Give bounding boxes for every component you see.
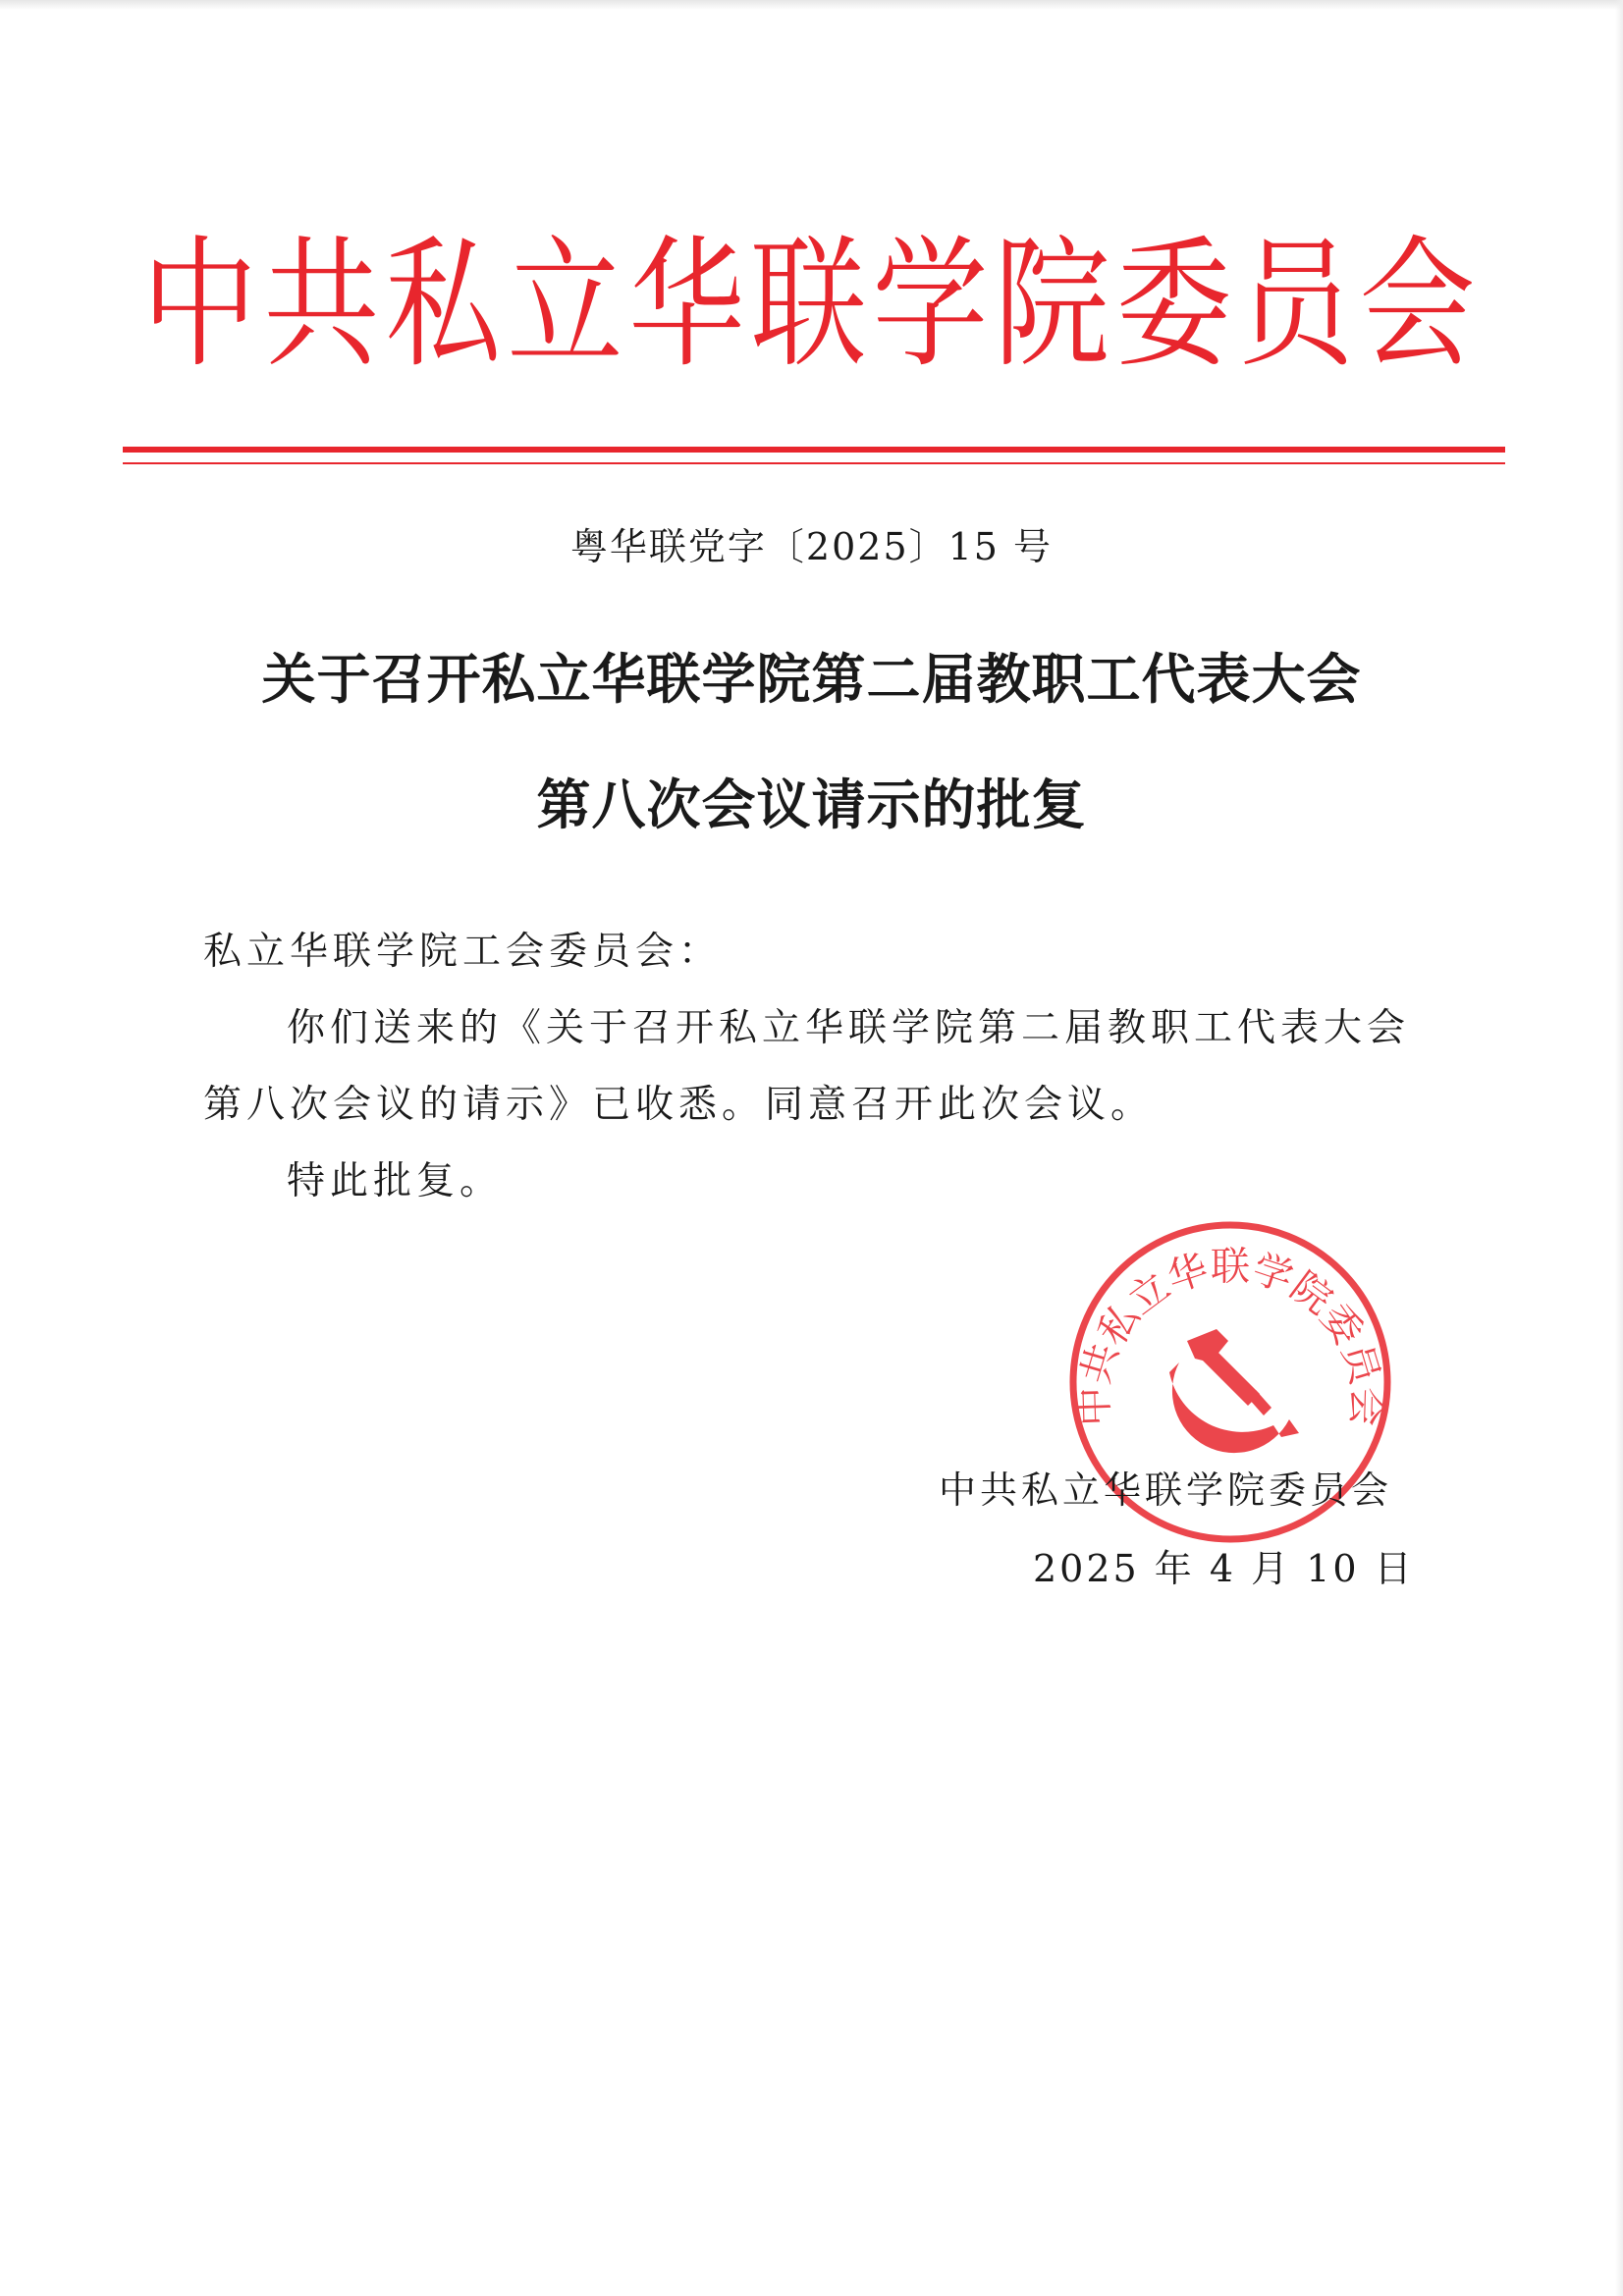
body-paragraph-line-2: 第八次会议的请示》已收悉。同意召开此次会议。 <box>203 1083 1155 1127</box>
party-emblem-icon <box>1169 1329 1299 1453</box>
scan-shadow-top <box>0 0 1623 10</box>
letterhead-title: 中共私立华联学院委员会 <box>141 221 1482 387</box>
signature-organization: 中共私立华联学院委员会 <box>939 1468 1393 1512</box>
letterhead-rule-thin <box>123 462 1505 464</box>
recipient-line: 私立华联学院工会委员会： <box>203 930 723 974</box>
document-title-line-1: 关于召开私立华联学院第二届教职工代表大会 <box>261 647 1362 711</box>
letterhead-rule-thick <box>123 447 1505 453</box>
seal-text: 中共私立华联学院委员会 <box>1071 1244 1389 1427</box>
document-title-line-2: 第八次会议请示的批复 <box>536 773 1087 836</box>
signature-date: 2025 年 4 月 10 日 <box>1033 1547 1415 1590</box>
document-number: 粤华联党字〔2025〕15 号 <box>569 525 1054 568</box>
closing-line: 特此批复。 <box>287 1159 504 1203</box>
body-paragraph-line-1: 你们送来的《关于召开私立华联学院第二届教职工代表大会 <box>287 1006 1411 1050</box>
